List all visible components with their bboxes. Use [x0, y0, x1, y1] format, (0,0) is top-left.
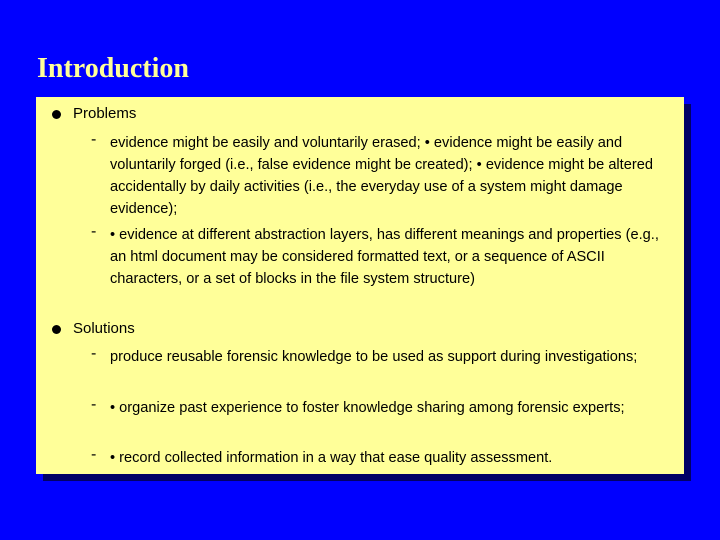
sub-bullet-problems-2 — [93, 224, 663, 290]
sub-bullet-text: • organize past experience to foster knowledge sharing among forensic experts; — [110, 400, 625, 416]
content-box — [36, 97, 684, 474]
bullet-problems-label: Problems — [73, 105, 137, 122]
sub-bullet-text: • evidence at different abstraction layers, has different meanings and properties (e.g., an html document may be considered formatted text, or a sequence of ASCII characters, or a set of blocks in the file system structure) — [110, 227, 659, 287]
sub-bullet-text: evidence might be easily and voluntarily erased; • evidence might be easily and voluntarily forged (i.e., false evidence might be created); • evidence might be altered accidentally by daily activities (i.e., the everyday use of a system might damage evidence); — [110, 135, 653, 217]
dash-bullet-icon: - — [91, 345, 97, 362]
dash-bullet-icon: - — [91, 446, 97, 463]
bullet-dot-icon — [52, 325, 61, 334]
sub-bullet-text: produce reusable forensic knowledge to be used as support during investigations; — [110, 349, 638, 365]
sub-bullet-solutions-3 — [93, 447, 663, 469]
bullet-dot-icon — [52, 110, 61, 119]
bullet-solutions-label: Solutions — [73, 320, 135, 337]
sub-bullet-text: • record collected information in a way that ease quality assessment. — [110, 450, 553, 466]
dash-bullet-icon: - — [91, 396, 97, 413]
dash-bullet-icon: - — [91, 223, 97, 240]
sub-bullet-solutions-1 — [93, 346, 663, 368]
dash-bullet-icon: - — [91, 131, 97, 148]
sub-bullet-problems-1 — [93, 132, 663, 220]
slide-title: Introduction — [37, 53, 189, 84]
sub-bullet-solutions-2 — [93, 397, 663, 419]
